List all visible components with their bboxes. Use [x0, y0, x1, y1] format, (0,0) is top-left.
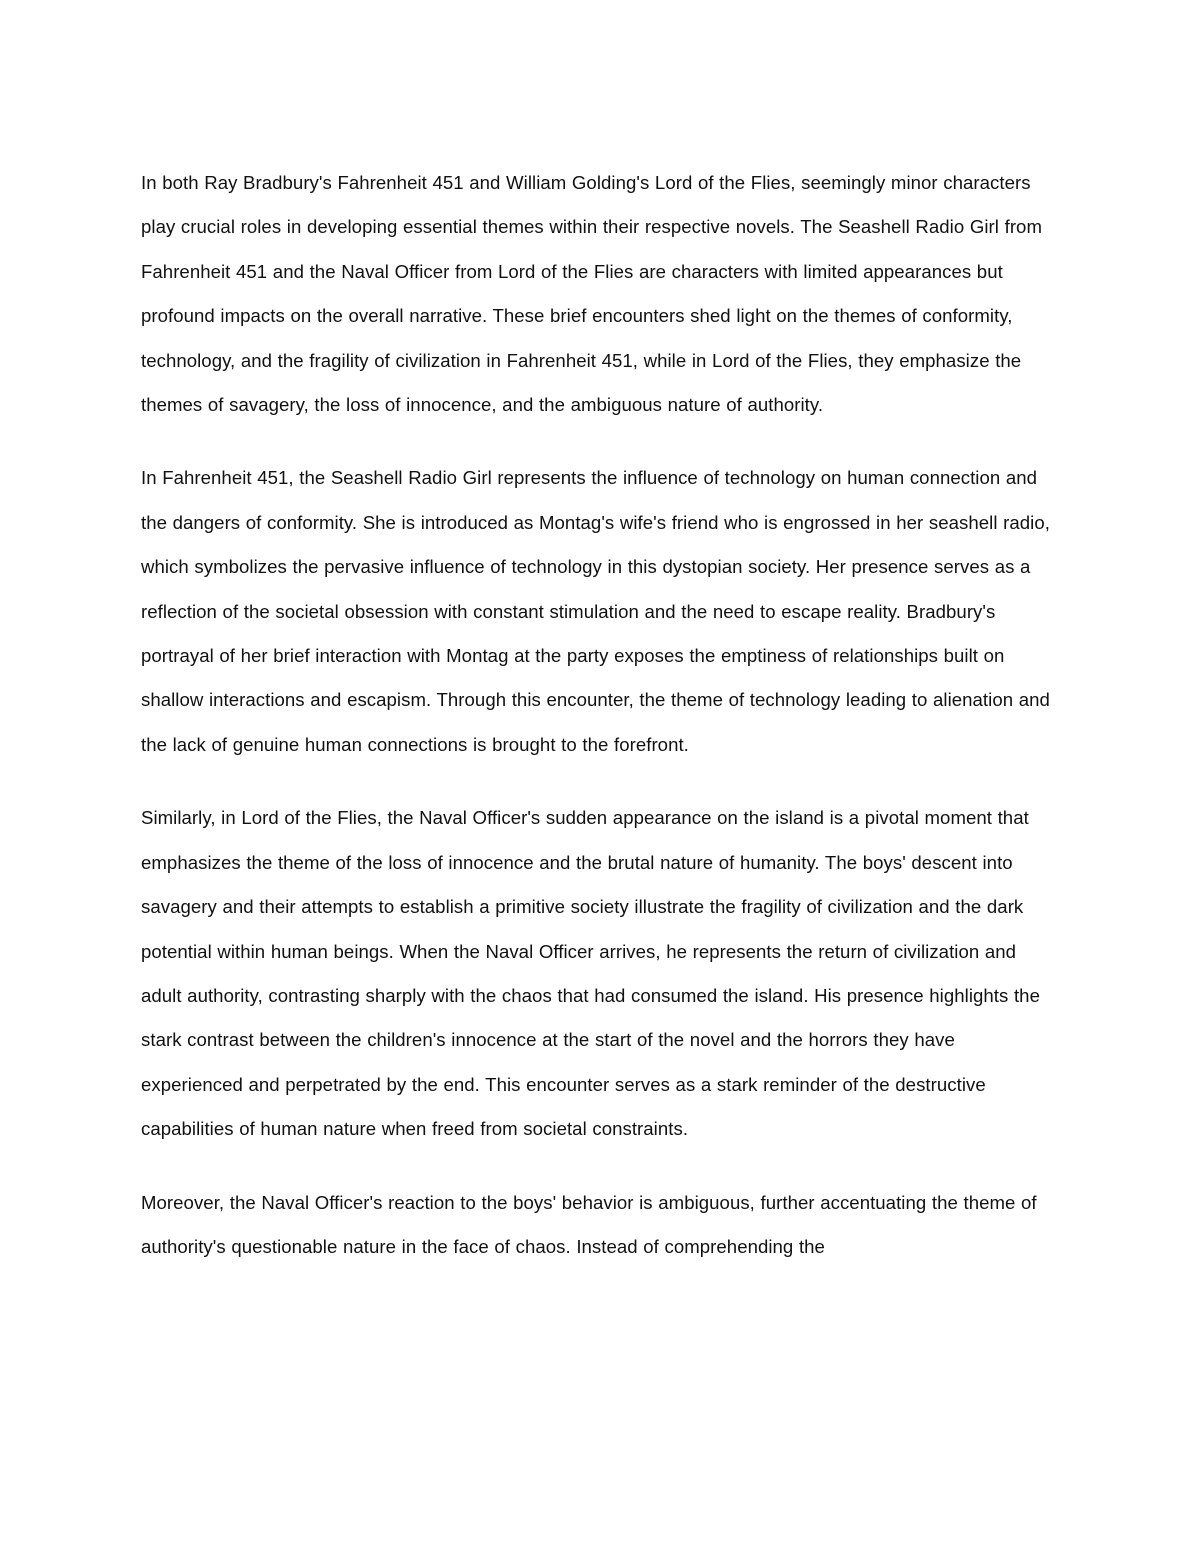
document-body	[141, 161, 1056, 1298]
paragraph-3: Similarly, in Lord of the Flies, the Naval Officer's sudden appearance on the island is a pivotal moment that emphasizes the theme of the loss of innocence and the brutal nature of humanity. The boys' descent into savagery and their attempts to establish a primitive society illustrate the fragility of civilization and the dark potential within human beings. When the Naval Officer arrives, he represents the return of civilization and adult authority, contrasting sharply with the chaos that had consumed the island. His presence highlights the stark contrast between the children's innocence at the start of the novel and the horrors they have experienced and perpetrated by the end. This encounter serves as a stark reminder of the destructive capabilities of human nature when freed from societal constraints.	[141, 807, 1040, 1140]
paragraph-1: In both Ray Bradbury's Fahrenheit 451 and William Golding's Lord of the Flies, seemingly minor characters play crucial roles in developing essential themes within their respective novels. The Seashell Radio Girl from Fahrenheit 451 and the Naval Officer from Lord of the Flies are characters with limited appearances but profound impacts on the overall narrative. These brief encounters shed light on the themes of conformity, technology, and the fragility of civilization in Fahrenheit 451, while in Lord of the Flies, they emphasize the themes of savagery, the loss of innocence, and the ambiguous nature of authority.	[141, 172, 1042, 416]
paragraph-4: Moreover, the Naval Officer's reaction to the boys' behavior is ambiguous, further accentuating the theme of authority's questionable nature in the face of chaos. Instead of comprehending the	[141, 1191, 1037, 1257]
paragraph-2: In Fahrenheit 451, the Seashell Radio Girl represents the influence of technology on human connection and the dangers of conformity. She is introduced as Montag's wife's friend who is engrossed in her seashell radio, which symbolizes the pervasive influence of technology in this dystopian society. Her presence serves as a reflection of the societal obsession with constant stimulation and the need to escape reality. Bradbury's portrayal of her brief interaction with Montag at the party exposes the emptiness of relationships built on shallow interactions and escapism. Through this encounter, the theme of technology leading to alienation and the lack of genuine human connections is brought to the forefront.	[141, 467, 1050, 755]
